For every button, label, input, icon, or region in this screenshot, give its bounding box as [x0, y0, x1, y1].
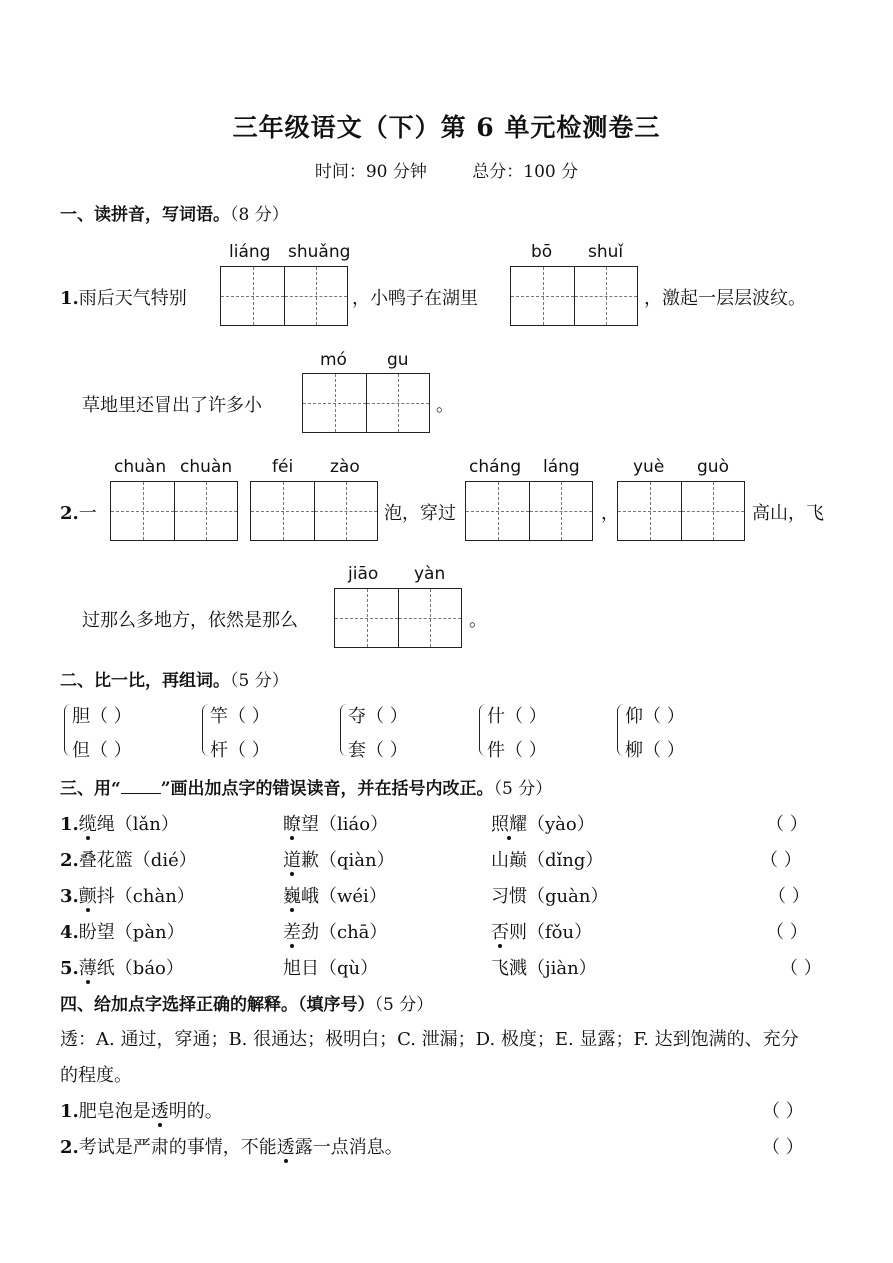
question-text: 1.雨后天气特别: [60, 288, 187, 309]
answer-paren[interactable]: （ ）: [780, 958, 822, 979]
writing-grid[interactable]: [510, 266, 638, 326]
answer-paren[interactable]: （ ）: [762, 1101, 804, 1122]
question-text: 2.一: [60, 503, 97, 524]
question-text: 。: [469, 610, 487, 631]
question-text: ，激起一层层波纹。: [644, 288, 806, 309]
brace: [340, 704, 347, 756]
word-item: 柳（ ）: [625, 740, 685, 761]
question-text: 高山，飞: [752, 503, 824, 524]
list-item: 旭日（qù）: [283, 958, 379, 979]
pinyin: yàn: [414, 564, 446, 584]
brace: [64, 704, 71, 756]
writing-grid[interactable]: [302, 373, 430, 433]
writing-grid[interactable]: [220, 266, 348, 326]
word-item: 竿（ ）: [210, 706, 270, 727]
writing-grid[interactable]: [465, 481, 593, 541]
pinyin: chuàn: [180, 457, 233, 477]
list-item: 3.颤抖（chàn）: [60, 886, 195, 907]
answer-paren[interactable]: （ ）: [760, 850, 802, 871]
section-3-heading: 三、用“ ”画出加点字的错误读音，并在括号内改正。（5 分）: [60, 779, 553, 799]
list-item: 差劲（chā）: [283, 922, 388, 943]
total-score: 总分：100 分: [472, 162, 579, 182]
list-item: 1.肥皂泡是透明的。: [60, 1101, 223, 1122]
underline-sample: [121, 779, 161, 794]
list-item: 2.叠花篮（dié）: [60, 850, 197, 871]
pinyin: cháng: [469, 457, 522, 477]
answer-paren[interactable]: （ ）: [766, 922, 808, 943]
question-text: ，: [601, 503, 619, 524]
pinyin: yuè: [633, 457, 665, 477]
answer-paren[interactable]: （ ）: [762, 1137, 804, 1158]
list-item: 2.考试是严肃的事情，不能透露一点消息。: [60, 1137, 403, 1158]
word-item: 胆（ ）: [72, 706, 132, 727]
pinyin: gu: [387, 350, 409, 370]
word-item: 夺（ ）: [348, 706, 408, 727]
page-title: 三年级语文（下）第 6 单元检测卷三: [232, 113, 661, 142]
question-text: 草地里还冒出了许多小: [82, 395, 262, 416]
pinyin: láng: [543, 457, 580, 477]
pinyin: zào: [330, 457, 360, 477]
answer-paren[interactable]: （ ）: [768, 886, 810, 907]
list-item: 照耀（yào）: [491, 814, 595, 835]
question-text: ，小鸭子在湖里: [352, 288, 478, 309]
section-1-heading: 一、读拼音，写词语。（8 分）: [60, 205, 289, 225]
list-item: 否则（fǒu）: [491, 922, 593, 943]
pinyin: bō: [531, 242, 553, 262]
writing-grid[interactable]: [334, 588, 462, 648]
word-item: 件（ ）: [487, 740, 547, 761]
answer-paren[interactable]: （ ）: [766, 814, 808, 835]
pinyin: liáng: [229, 242, 271, 262]
list-item: 飞溅（jiàn）: [491, 958, 597, 979]
brace: [479, 704, 486, 756]
list-item: 习惯（guàn）: [491, 886, 609, 907]
pinyin: jiāo: [348, 564, 379, 584]
brace: [202, 704, 209, 756]
pinyin: guò: [697, 457, 729, 477]
word-item: 什（ ）: [487, 706, 547, 727]
list-item: 山巅（dǐng）: [491, 850, 604, 871]
pinyin: chuàn: [114, 457, 167, 477]
list-item: 道歉（qiàn）: [283, 850, 395, 871]
pinyin: mó: [320, 350, 347, 370]
list-item: 4.盼望（pàn）: [60, 922, 185, 943]
writing-grid[interactable]: [110, 481, 238, 541]
list-item: 瞭望（liáo）: [283, 814, 389, 835]
exam-info: [0, 157, 893, 182]
writing-grid[interactable]: [617, 481, 745, 541]
section-2-heading: 二、比一比，再组词。（5 分）: [60, 671, 289, 691]
definition-text: 透：A. 通过，穿通；B. 很通达；极明白；C. 泄漏；D. 极度；E. 显露；F. 达到饱满的、充分: [60, 1029, 799, 1050]
list-item: 巍峨（wéi）: [283, 886, 387, 907]
writing-grid[interactable]: [250, 481, 378, 541]
word-item: 仰（ ）: [625, 706, 685, 727]
section-4-heading: 四、给加点字选择正确的解释。（填序号）（5 分）: [60, 995, 434, 1015]
pinyin: shuǐ: [588, 242, 624, 262]
word-item: 但（ ）: [72, 740, 132, 761]
brace: [617, 704, 624, 756]
pinyin: féi: [272, 457, 294, 477]
list-item: 1.缆绳（lǎn）: [60, 814, 179, 835]
definition-text: 的程度。: [60, 1065, 132, 1086]
question-text: 过那么多地方，依然是那么: [82, 610, 298, 631]
question-text: 泡，穿过: [384, 503, 456, 524]
question-text: 。: [436, 395, 454, 416]
list-item: 5.薄纸（báo）: [60, 958, 184, 979]
word-item: 套（ ）: [348, 740, 408, 761]
pinyin: shuǎng: [288, 242, 351, 262]
word-item: 杆（ ）: [210, 740, 270, 761]
time-limit: 时间：90 分钟: [314, 162, 427, 182]
